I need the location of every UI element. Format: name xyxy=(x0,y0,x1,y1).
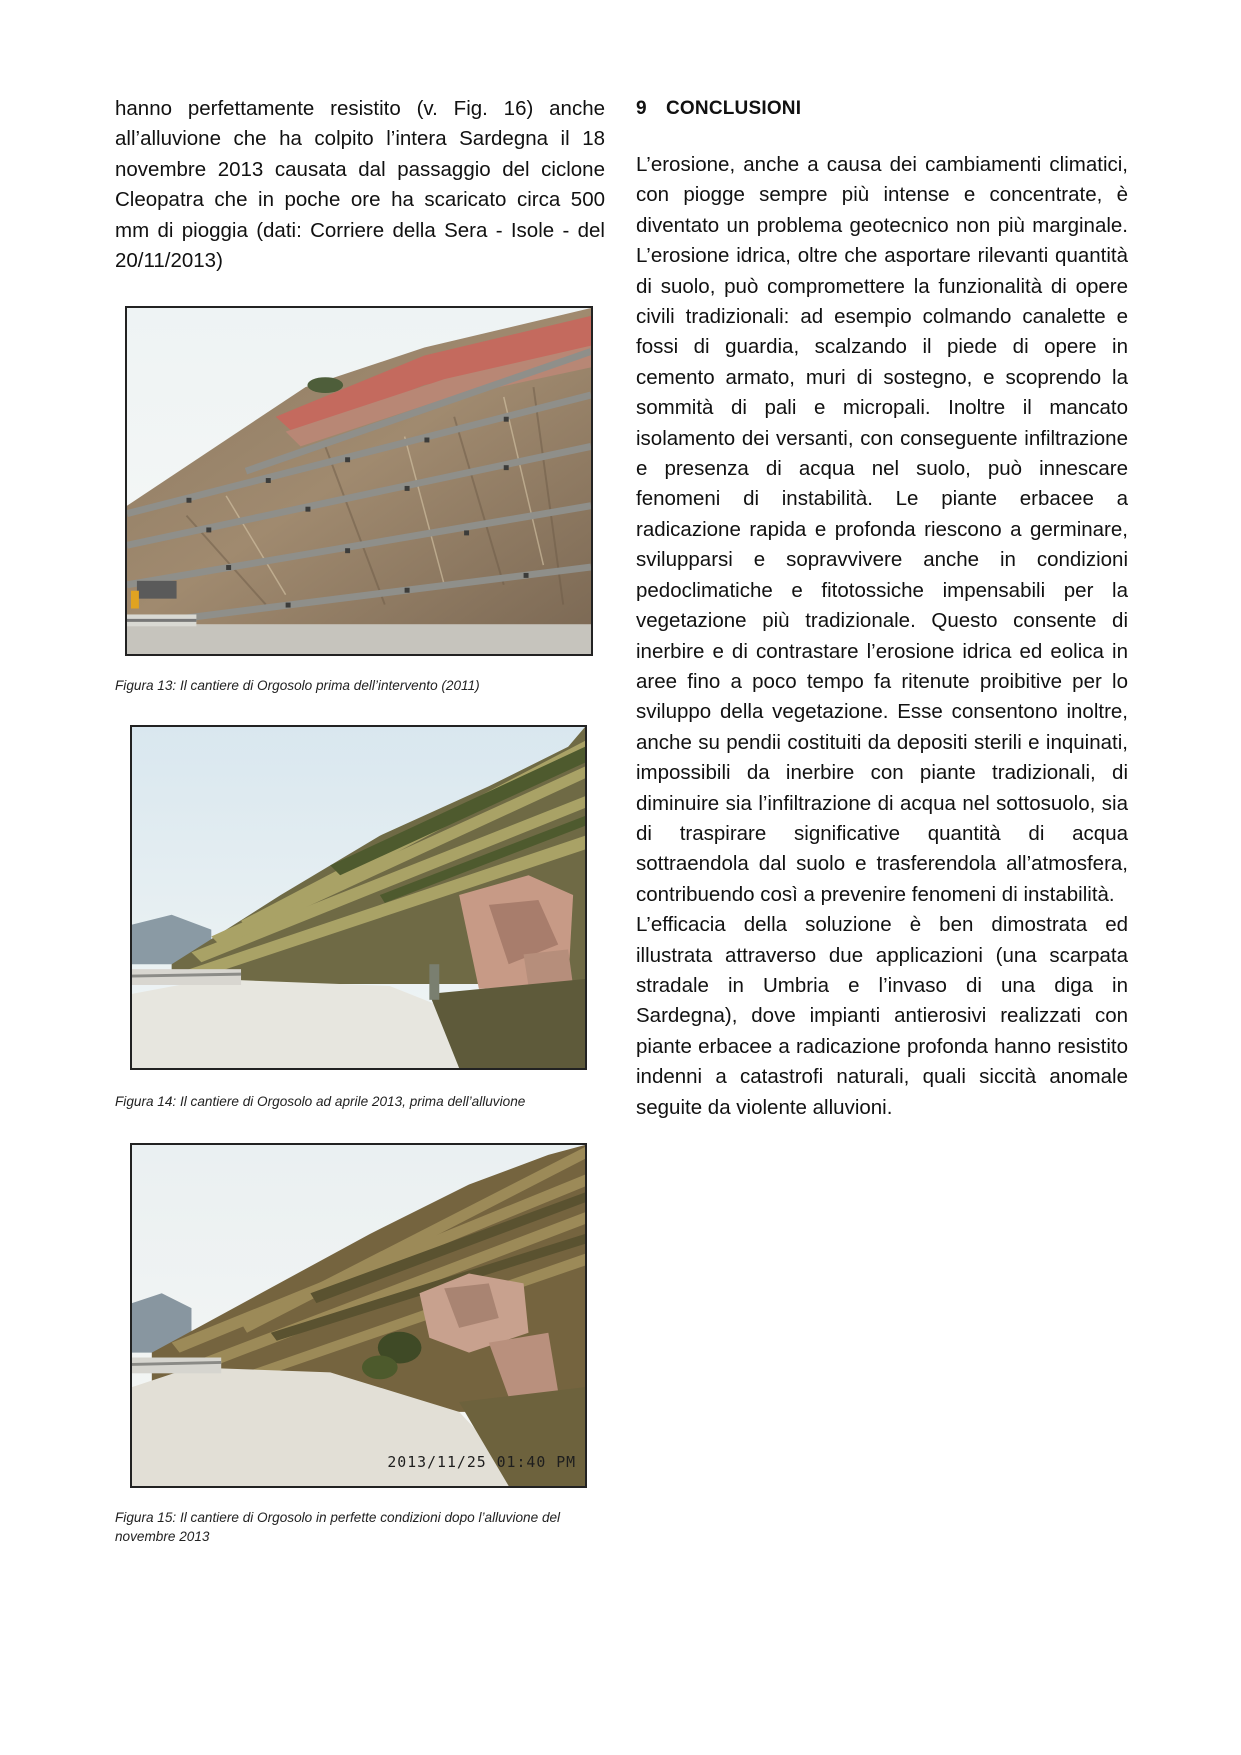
section-title: CONCLUSIONI xyxy=(666,98,802,119)
section-number: 9 xyxy=(636,98,647,119)
left-paragraph: hanno perfettamente resistito (v. Fig. 16) anche all’alluvione che ha colpito l’intera Sardegna il 18 novembre 2013 causata dal passaggio del ciclone Cleopatra che in poche ore ha scaricato circa 500 mm di pioggia (dati: Corriere della Sera - Isole - del 20/11/2013) xyxy=(115,97,605,273)
figure-15-timestamp: 2013/11/25 01:40 PM xyxy=(387,1454,577,1472)
figure-13-caption: Figura 13: Il cantiere di Orgosolo prima dell’intervento (2011) xyxy=(115,678,480,693)
figure-14-caption: Figura 14: Il cantiere di Orgosolo ad aprile 2013, prima dell’alluvione xyxy=(115,1094,526,1109)
figure-15-caption: Figura 15: Il cantiere di Orgosolo in perfette condizioni dopo l’alluvione del novembre 2013 xyxy=(115,1510,561,1544)
figure-14-photo xyxy=(130,725,587,1070)
conclusions-paragraph-2: L’efficacia della soluzione è ben dimostrata ed illustrata attraverso due applicazioni (una scarpata stradale in Umbria e l’invaso di una diga in Sardegna), dove impianti antierosivi realizzati con piante erbacee a radicazione profonda hanno resistito indenni a catastrofi naturali, quali siccità anomale seguite da violente alluvioni. xyxy=(636,913,1128,1119)
figure-15-photo xyxy=(130,1143,587,1488)
left-column xyxy=(115,94,605,276)
figure-13-photo xyxy=(125,306,593,656)
right-column xyxy=(636,94,1128,1123)
conclusions-paragraph-1: L’erosione, anche a causa dei cambiamenti climatici, con piogge sempre più intense e concentrate, è diventato un problema geotecnico non più marginale. L’erosione idrica, oltre che asportare rilevanti quantità di suolo, può compromettere la funzionalità di opere civili tradizionali: ad esempio colmando canalette e fossi di guardia, scalzando il piede di opere in cemento armato, muri di sostegno, e scoprendo la sommità di pali e micropali. Inoltre il mancato isolamento dei versanti, con conseguente infiltrazione e presenza di acqua nel suolo, può innescare fenomeni di instabilità. Le piante erbacee a radicazione rapida e profonda riescono a germinare, svilupparsi e sopravvivere anche in condizioni pedoclimatiche e fitotossiche impensabili per la vegetazione più tradizionale. Questo consente di inerbire e di contrastare l’erosione idrica ed eolica in aree fino a poco tempo fa ritenute proibitive per lo sviluppo della vegetazione. Esse consentono inoltre, anche su pendii costituiti da depositi sterili e inquinati, impossibili da inerbire con piante tradizionali, di diminuire sia l’infiltrazione di acqua nel sottosuolo, sia di traspirare significative quantità di acqua sottraendola dal suolo e trasferendola all’atmosfera, contribuendo così a prevenire fenomeni di instabilità. xyxy=(636,153,1128,906)
section-heading xyxy=(636,94,1128,124)
